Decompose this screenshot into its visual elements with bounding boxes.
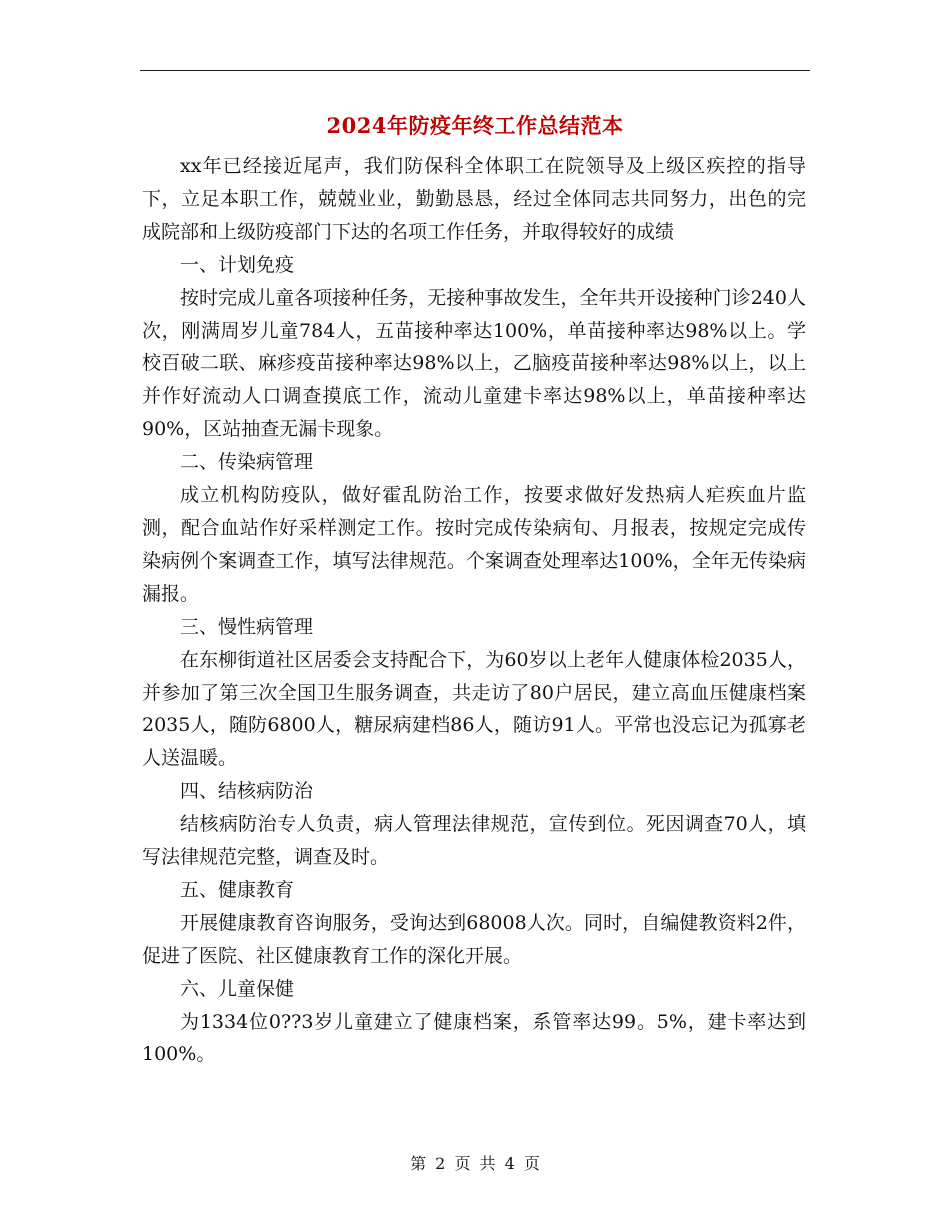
section-heading-immunization: 一、计划免疫	[180, 253, 295, 276]
intro-paragraph: xx年已经接近尾声，我们防保科全体职工在院领导及上级区疾控的指导下，立足本职工作，兢兢业业，勤勤恳恳，经过全体同志共同努力，出色的完成院部和上级防疫部门下达的名项工作任务，并取得较好的成绩	[142, 155, 806, 243]
section-heading-infectious-disease: 二、传染病管理	[180, 451, 314, 474]
page-footer: 第 2 页 共 4 页	[410, 1154, 540, 1173]
document-title: 2024年防疫年终工作总结范本	[326, 113, 624, 138]
header-rule	[140, 70, 810, 71]
section-heading-child-health: 六、儿童保健	[180, 977, 295, 1000]
section-heading-tuberculosis: 四、结核病防治	[180, 780, 314, 803]
paragraph-chronic-disease: 在东柳街道社区居委会支持配合下，为60岁以上老年人健康体检2035人，并参加了第三次全国卫生服务调查，共走访了80户居民，建立高血压健康档案2035人，随防6800人，糖尿病建档86人，随访91人。平常也没忘记为孤寡老人送温暖。	[142, 648, 806, 770]
section-heading-health-education: 五、健康教育	[180, 878, 295, 901]
paragraph-infectious-disease: 成立机构防疫队，做好霍乱防治工作，按要求做好发热病人疟疾血片监测，配合血站作好采样测定工作。按时完成传染病旬、月报表，按规定完成传染病例个案调查工作，填写法律规范。个案调查处理率达100%，全年无传染病漏报。	[142, 484, 806, 605]
section-heading-chronic-disease: 三、慢性病管理	[180, 615, 314, 638]
document-body	[142, 150, 806, 1071]
paragraph-child-health: 为1334位0??3岁儿童建立了健康档案，系管率达99。5%，建卡率达到100%。	[142, 1010, 806, 1066]
paragraph-health-education: 开展健康教育咨询服务，受询达到68008人次。同时，自编健教资料2件，促进了医院、社区健康教育工作的深化开展。	[142, 911, 806, 967]
paragraph-tuberculosis: 结核病防治专人负责，病人管理法律规范，宣传到位。死因调查70人，填写法律规范完整，调查及时。	[142, 813, 806, 869]
paragraph-immunization: 按时完成儿童各项接种任务，无接种事故发生，全年共开设接种门诊240人次，刚满周岁儿童784人，五苗接种率达100%，单苗接种率达98%以上。学校百破二联、麻疹疫苗接种率达98%以上，乙脑疫苗接种率达98%以上，以上并作好流动人口调查摸底工作，流动儿童建卡率达98%以上，单苗接种率达90%，区站抽查无漏卡现象。	[142, 286, 806, 441]
